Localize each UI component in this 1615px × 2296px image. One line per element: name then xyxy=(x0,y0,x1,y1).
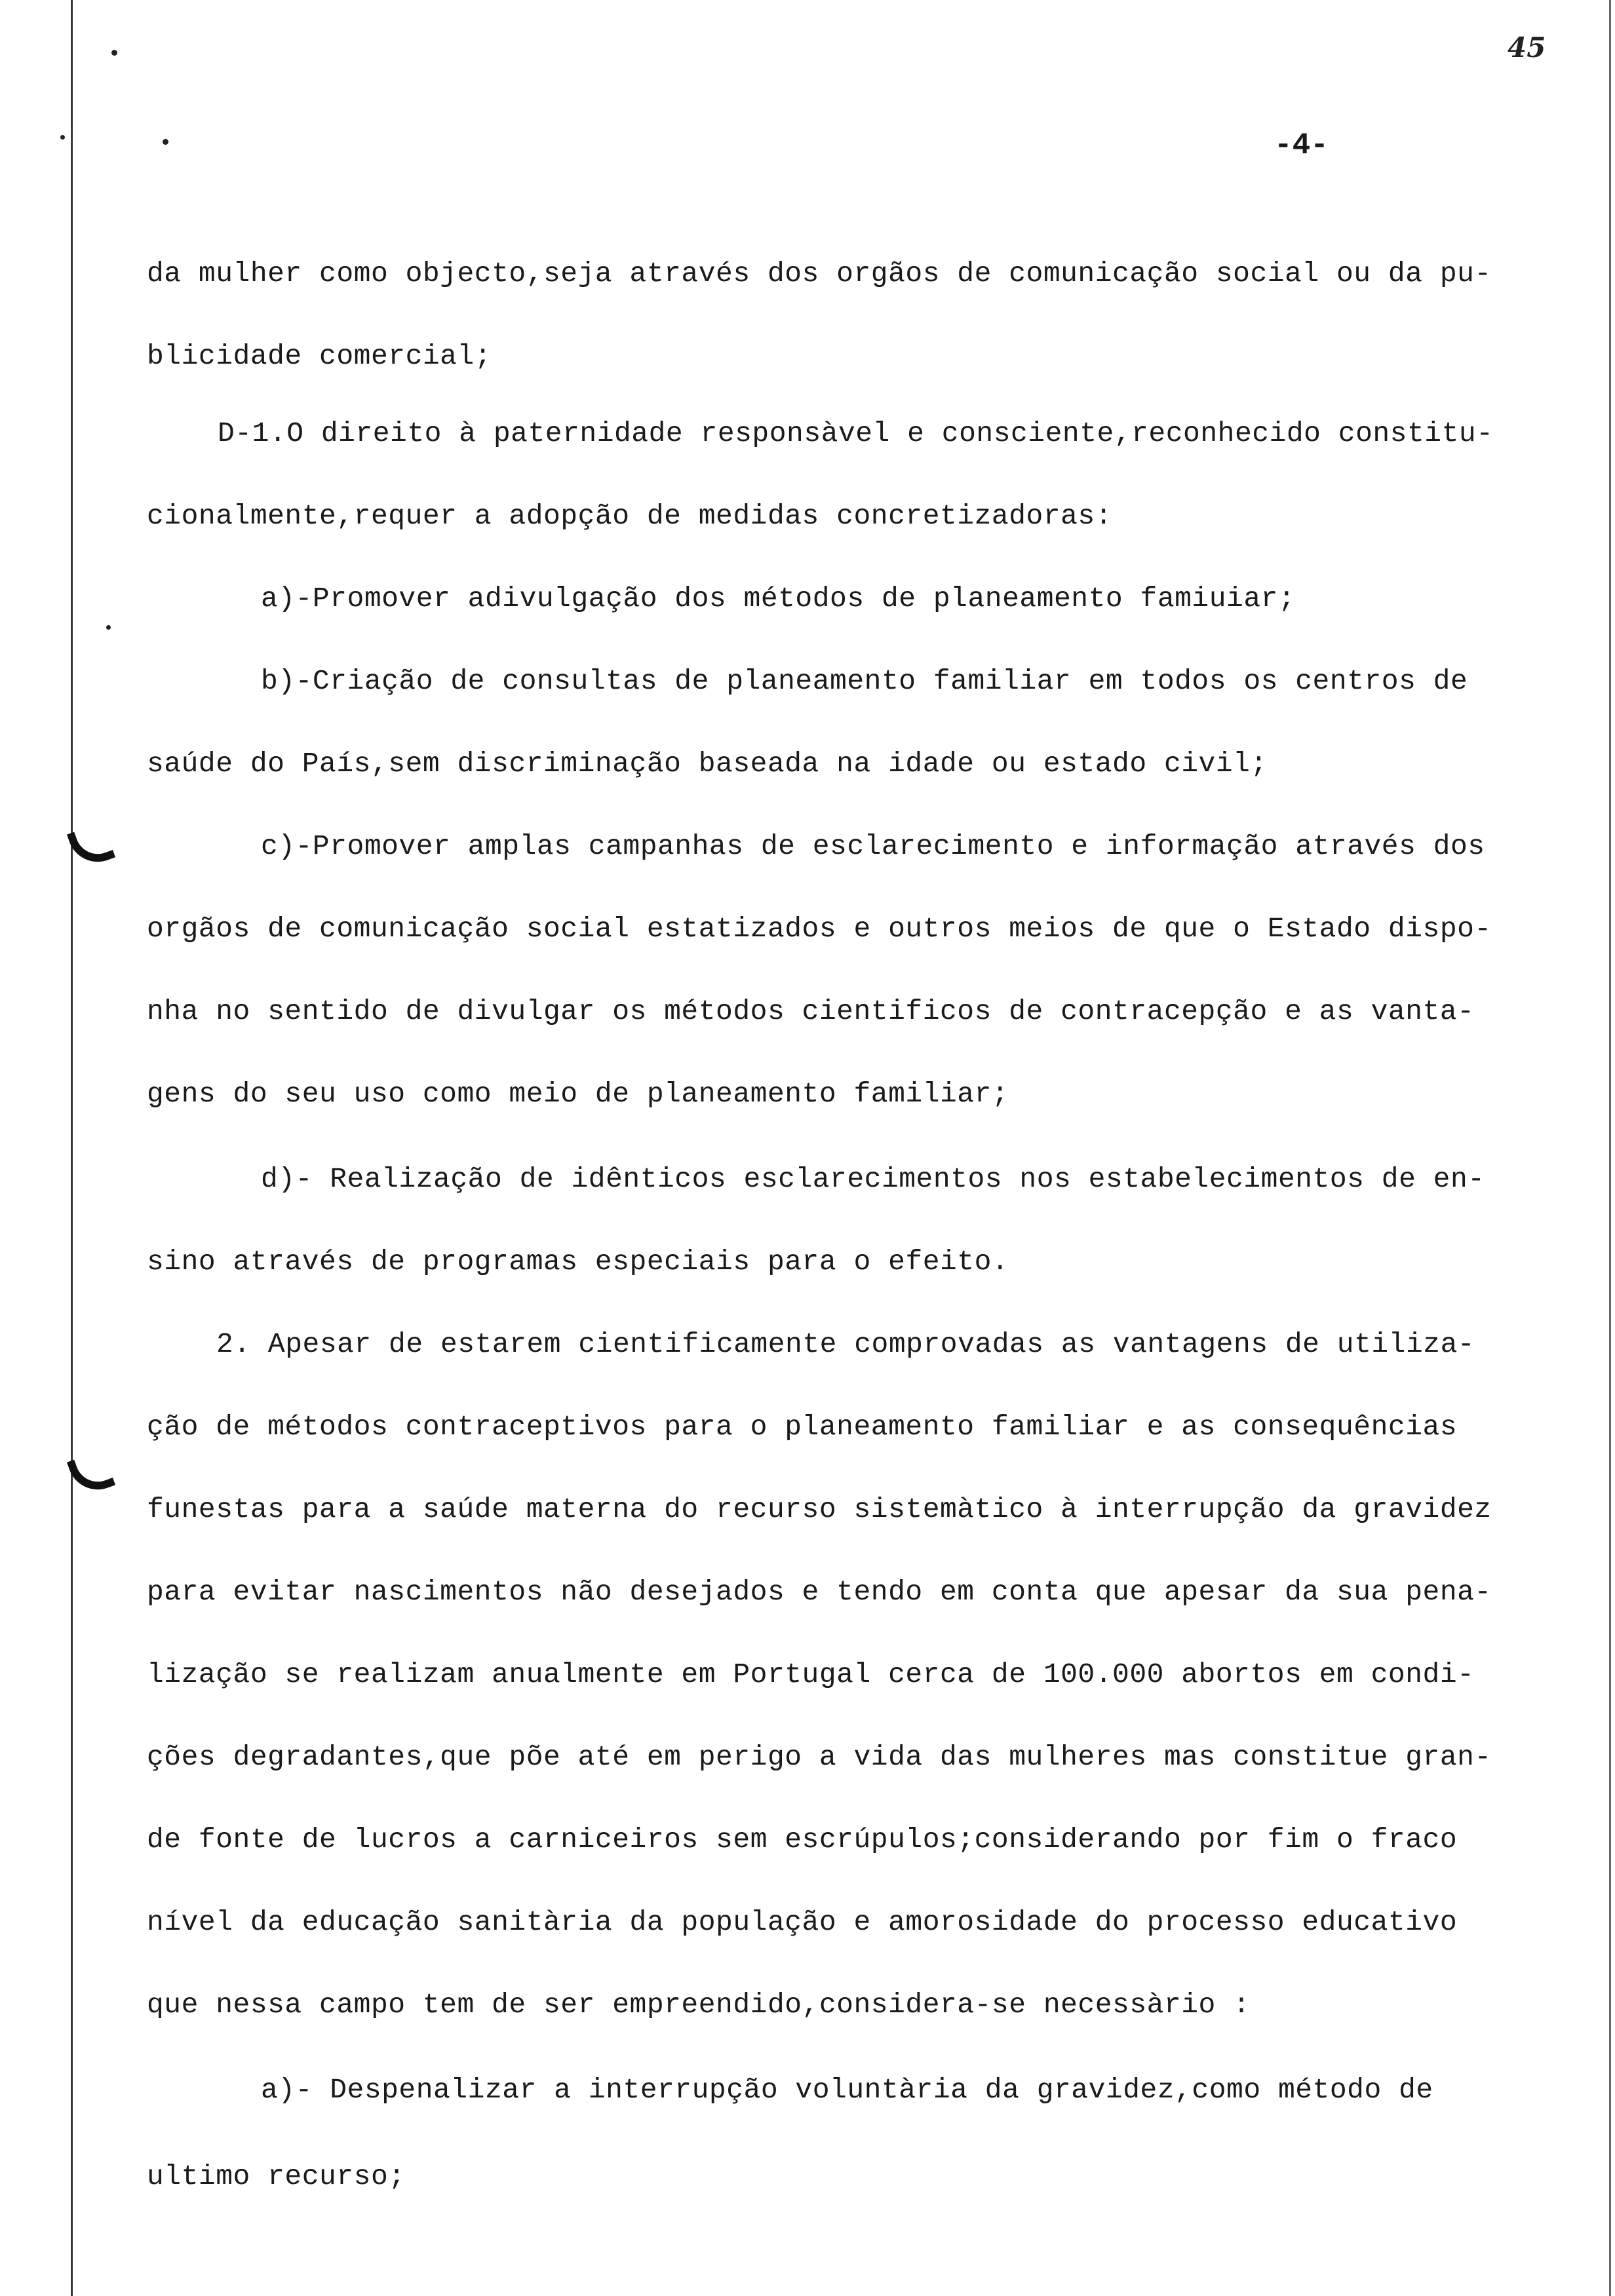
ink-speck xyxy=(163,139,168,145)
margin-bracket-mark xyxy=(67,1449,115,1498)
text-line: que nessa campo tem de ser empreendido,considera-se necessàrio : xyxy=(147,1989,1251,2021)
ink-speck xyxy=(111,50,117,56)
text-line: D-1.O direito à paternidade responsàvel e consciente,reconhecido constitu- xyxy=(218,417,1494,450)
text-line: ultimo recurso; xyxy=(147,2160,406,2192)
text-line: gens do seu uso como meio de planeamento familiar; xyxy=(147,1078,1009,1110)
text-line: nha no sentido de divulgar os métodos cientificos de contracepção e as vanta- xyxy=(147,995,1475,1027)
text-line: sino através de programas especiais para o efeito. xyxy=(147,1246,1009,1278)
text-line: b)-Criação de consultas de planeamento familiar em todos os centros de xyxy=(261,665,1468,697)
margin-bracket-mark xyxy=(67,822,115,870)
text-line: orgãos de comunicação social estatizados e outros meios de que o Estado dispo- xyxy=(147,913,1492,945)
page-number: -4- xyxy=(1274,128,1329,163)
ink-speck xyxy=(106,625,111,630)
text-line: para evitar nascimentos não desejados e tendo em conta que apesar da sua pena- xyxy=(147,1576,1492,1608)
text-line: a)- Despenalizar a interrupção voluntària da gravidez,como método de xyxy=(261,2074,1433,2106)
text-line: blicidade comercial; xyxy=(147,340,492,372)
text-line: de fonte de lucros a carniceiros sem escrúpulos;considerando por fim o fraco xyxy=(147,1824,1458,1856)
left-margin-rule xyxy=(71,0,73,2296)
text-line: da mulher como objecto,seja através dos orgãos de comunicação social ou da pu- xyxy=(147,258,1492,290)
text-line: a)-Promover adivulgação dos métodos de planeamento famiuiar; xyxy=(261,583,1296,615)
ink-speck xyxy=(60,135,65,140)
text-line: lização se realizam anualmente em Portugal cerca de 100.000 abortos em condi- xyxy=(147,1658,1475,1691)
text-line: cionalmente,requer a adopção de medidas concretizadoras: xyxy=(147,500,1113,532)
text-line: nível da educação sanitària da população e amorosidade do processo educativo xyxy=(147,1906,1458,1938)
text-line: ção de métodos contraceptivos para o planeamento familiar e as consequências xyxy=(147,1411,1458,1443)
text-line: funestas para a saúde materna do recurso sistemàtico à interrupção da gravidez xyxy=(147,1493,1492,1525)
text-line: d)- Realização de idênticos esclarecimentos nos estabelecimentos de en- xyxy=(261,1163,1485,1195)
text-line: ções degradantes,que põe até em perigo a vida das mulheres mas constitue gran- xyxy=(147,1741,1492,1773)
text-line: saúde do País,sem discriminação baseada na idade ou estado civil; xyxy=(147,748,1268,780)
right-edge-rule xyxy=(1609,0,1611,2296)
text-line: 2. Apesar de estarem cientificamente comprovadas as vantagens de utiliza- xyxy=(216,1328,1475,1360)
text-line: c)-Promover amplas campanhas de esclarecimento e informação através dos xyxy=(261,830,1485,862)
folio-number: 45 xyxy=(1508,31,1546,64)
